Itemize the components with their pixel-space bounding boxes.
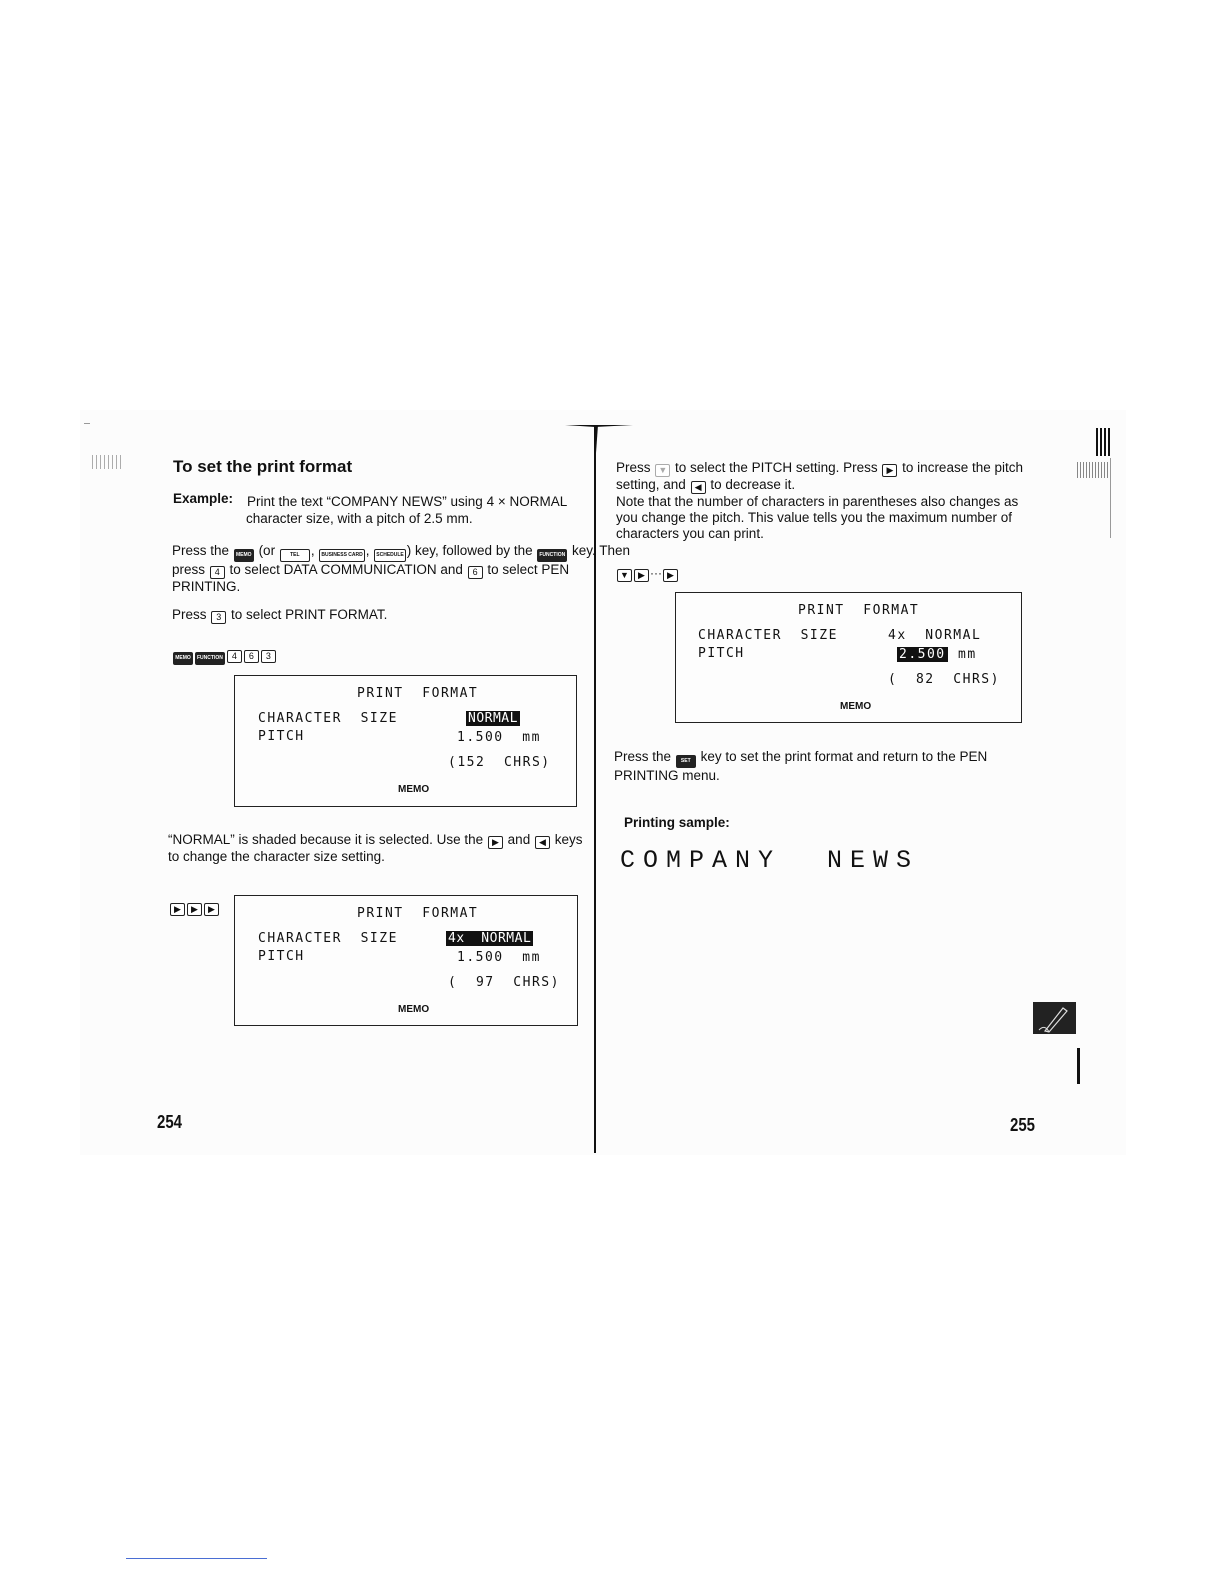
set-key-icon: SET bbox=[676, 755, 696, 768]
text: to select PRINT FORMAT. bbox=[231, 607, 388, 622]
note-line-1 bbox=[168, 832, 583, 849]
pitch-line-3: Note that the number of characters in parentheses also changes as bbox=[616, 494, 1019, 509]
memo-key-icon: MEMO bbox=[173, 652, 193, 665]
pitch-line-4: you change the pitch. This value tells you the maximum number of bbox=[616, 510, 1012, 525]
text: key, followed by the bbox=[415, 543, 533, 558]
ellipsis: ··· bbox=[650, 566, 662, 580]
pitch-label: PITCH bbox=[258, 729, 305, 744]
page-number-left: 254 bbox=[157, 1112, 183, 1133]
key-sequence-1 bbox=[172, 645, 277, 665]
text: (or bbox=[258, 543, 276, 558]
text: to select the PITCH setting. Press bbox=[675, 460, 878, 475]
text: press bbox=[172, 562, 206, 577]
char-size-value: 4x NORMAL bbox=[448, 931, 532, 946]
business-card-key-icon: BUSINESS CARD bbox=[319, 549, 364, 562]
tel-key-icon: TEL bbox=[280, 549, 310, 562]
right-arrow-key-icon: ▶ bbox=[488, 836, 503, 849]
right-arrow-key-icon: ▶ bbox=[882, 464, 897, 477]
instruction-line-1: Press the MEMO (or TEL , BUSINESS CARD , SCHEDULE ) key, followed by the FUNCTION key. Then bbox=[172, 543, 582, 562]
right-arrow-key-icon: ▶ bbox=[187, 903, 202, 916]
pitch-value: 2.500 bbox=[899, 647, 946, 662]
memo-indicator: MEMO bbox=[840, 701, 872, 712]
instruction-line-3: PRINTING. bbox=[172, 579, 241, 594]
char-size-value: NORMAL bbox=[468, 711, 518, 726]
function-key-icon: FUNCTION bbox=[195, 652, 225, 665]
down-arrow-key-icon: ▼ bbox=[617, 569, 632, 582]
text: and bbox=[507, 832, 531, 847]
text: to select DATA COMMUNICATION and bbox=[229, 562, 463, 577]
press-3-line bbox=[172, 607, 387, 624]
right-edge-bar bbox=[1077, 1048, 1080, 1084]
pitch-unit: mm bbox=[958, 647, 977, 662]
printing-sample-label: Printing sample: bbox=[624, 815, 730, 830]
fold-mark bbox=[565, 423, 635, 455]
left-edge-scribble bbox=[92, 455, 122, 469]
example-line-1: Print the text “COMPANY NEWS” using 4 × NORMAL bbox=[247, 494, 568, 509]
lcd-screen-1 bbox=[234, 675, 577, 807]
memo-indicator: MEMO bbox=[398, 784, 430, 795]
instruction-line-2 bbox=[172, 562, 582, 579]
lcd-screen-2 bbox=[234, 895, 578, 1026]
pitch-value: 1.500 mm bbox=[457, 950, 541, 965]
key-6-icon: 6 bbox=[244, 650, 259, 663]
function-key-icon: FUNCTION bbox=[537, 549, 567, 562]
right-arrow-key-icon: ▶ bbox=[204, 903, 219, 916]
pitch-value: 1.500 mm bbox=[457, 730, 541, 745]
text: Press the bbox=[172, 543, 230, 558]
memo-key-icon: MEMO bbox=[234, 549, 254, 562]
screen-title: PRINT FORMAT bbox=[357, 906, 479, 921]
page-number-right: 255 bbox=[1010, 1115, 1036, 1136]
schedule-key-icon: SCHEDULE bbox=[374, 549, 406, 562]
pitch-instruction-paragraph bbox=[616, 460, 1026, 542]
instruction-paragraph bbox=[172, 543, 631, 595]
key-3-icon: 3 bbox=[261, 650, 276, 663]
bottom-link-underline bbox=[126, 1558, 267, 1559]
right-arrow-key-icon: ▶ bbox=[634, 569, 649, 582]
text: keys bbox=[554, 832, 583, 847]
text: key. Then bbox=[571, 543, 631, 558]
left-arrow-key-icon: ◀ bbox=[535, 836, 550, 849]
text: “NORMAL” is shaded because it is selected. Use the bbox=[168, 832, 484, 847]
down-arrow-key-icon: ▼ bbox=[655, 464, 670, 477]
right-edge-scribble bbox=[1077, 462, 1109, 478]
key-sequence-3 bbox=[616, 566, 679, 582]
example-label: Example: bbox=[173, 491, 234, 506]
center-binding-line bbox=[594, 425, 596, 1153]
screen-title: PRINT FORMAT bbox=[798, 603, 920, 618]
right-arrow-key-icon: ▶ bbox=[663, 569, 678, 582]
set-line-1 bbox=[614, 749, 987, 768]
pen-icon bbox=[1033, 1002, 1076, 1034]
chrs-value: (152 CHRS) bbox=[448, 755, 551, 770]
chrs-value: ( 97 CHRS) bbox=[448, 975, 560, 990]
left-margin-mark bbox=[84, 423, 90, 424]
char-size-label: CHARACTER SIZE bbox=[258, 711, 398, 726]
char-size-value: 4x NORMAL bbox=[888, 628, 982, 643]
page-heading: To set the print format bbox=[173, 457, 353, 476]
text: Press bbox=[172, 607, 207, 622]
text: key to set the print format and return to the PEN bbox=[700, 749, 988, 764]
chrs-value: ( 82 CHRS) bbox=[888, 672, 1000, 687]
memo-indicator: MEMO bbox=[398, 1004, 430, 1015]
text: to decrease it. bbox=[710, 477, 796, 492]
key-6-icon: 6 bbox=[468, 566, 483, 579]
pitch-line-5: characters you can print. bbox=[616, 526, 764, 541]
set-line-2: PRINTING menu. bbox=[614, 768, 720, 783]
screen-title: PRINT FORMAT bbox=[357, 686, 479, 701]
text: to select PEN bbox=[487, 562, 570, 577]
right-edge-mark-top bbox=[1096, 428, 1110, 456]
note-paragraph bbox=[168, 832, 583, 865]
text: to increase the pitch bbox=[902, 460, 1023, 475]
key-4-icon: 4 bbox=[227, 650, 242, 663]
pitch-label: PITCH bbox=[258, 949, 305, 964]
example-line-2: character size, with a pitch of 2.5 mm. bbox=[246, 511, 473, 526]
text: Press the bbox=[614, 749, 672, 764]
text: Press bbox=[616, 460, 651, 475]
note-line-2: to change the character size setting. bbox=[168, 849, 385, 864]
key-sequence-2 bbox=[169, 898, 220, 916]
lcd-screen-3 bbox=[675, 592, 1022, 723]
left-arrow-key-icon: ◀ bbox=[691, 481, 706, 494]
set-paragraph bbox=[614, 749, 987, 784]
text: setting, and bbox=[616, 477, 686, 492]
pitch-line-2 bbox=[616, 477, 1026, 494]
key-3-icon: 3 bbox=[211, 611, 226, 624]
right-arrow-key-icon: ▶ bbox=[170, 903, 185, 916]
key-4-icon: 4 bbox=[210, 566, 225, 579]
printing-sample-text: COMPANY NEWS bbox=[620, 846, 920, 875]
pitch-line-1 bbox=[616, 460, 1026, 477]
char-size-label: CHARACTER SIZE bbox=[258, 931, 398, 946]
char-size-label: CHARACTER SIZE bbox=[698, 628, 838, 643]
right-edge-line bbox=[1110, 458, 1111, 538]
pitch-label: PITCH bbox=[698, 646, 745, 661]
